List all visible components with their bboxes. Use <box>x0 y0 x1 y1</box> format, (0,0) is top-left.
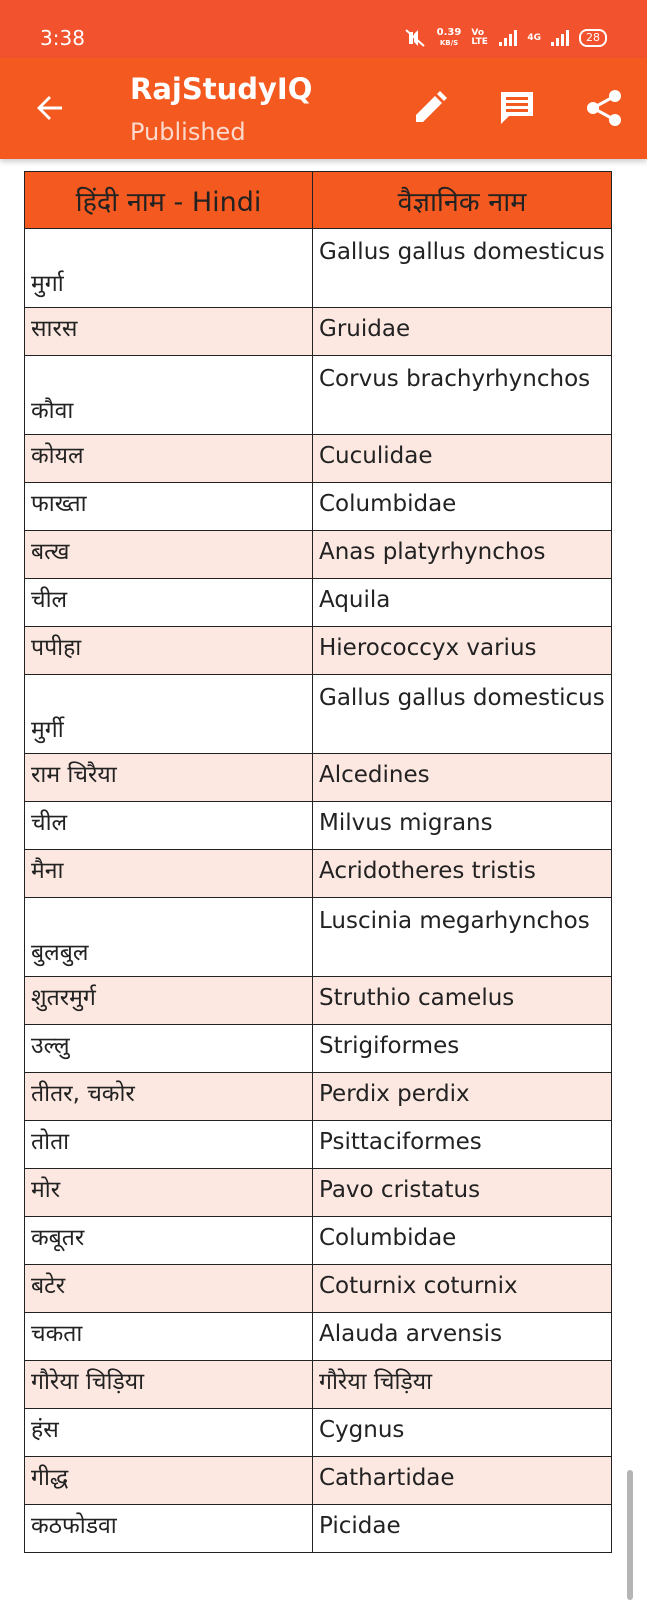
table <box>24 171 612 1553</box>
table-row <box>25 850 612 898</box>
table-row <box>25 483 612 531</box>
hindi-name-cell: बटेर <box>25 1265 313 1313</box>
scientific-name-cell: Coturnix coturnix <box>313 1265 612 1313</box>
hindi-name-cell: बत्ख <box>25 531 313 579</box>
hindi-name-cell: फाख्ता <box>25 483 313 531</box>
table-body <box>25 229 612 1553</box>
table-row <box>25 308 612 356</box>
scientific-name-cell: गौरेया चिड़िया <box>313 1361 612 1409</box>
scientific-name-cell: Psittaciformes <box>313 1121 612 1169</box>
table-row <box>25 229 612 308</box>
scientific-name-cell: Cygnus <box>313 1409 612 1457</box>
scientific-name-cell: Luscinia megarhynchos <box>313 898 612 977</box>
table-row <box>25 1505 612 1553</box>
bird-names-table <box>24 171 611 1553</box>
table-row <box>25 1073 612 1121</box>
status-time: 3:38 <box>40 26 85 50</box>
table-row <box>25 1217 612 1265</box>
hindi-name-cell: कबूतर <box>25 1217 313 1265</box>
hindi-name-cell: गीद्ध <box>25 1457 313 1505</box>
hindi-name-cell: गौरेया चिड़िया <box>25 1361 313 1409</box>
scientific-name-cell: Columbidae <box>313 483 612 531</box>
scientific-name-cell: Hierococcyx varius <box>313 627 612 675</box>
table-row <box>25 1313 612 1361</box>
battery-icon: 28 <box>579 29 607 47</box>
table-row <box>25 754 612 802</box>
table-row <box>25 1361 612 1409</box>
scientific-name-cell: Aquila <box>313 579 612 627</box>
scientific-name-cell: Gallus gallus domesticus <box>313 675 612 754</box>
table-row <box>25 675 612 754</box>
hindi-name-cell: तोता <box>25 1121 313 1169</box>
table-row <box>25 1169 612 1217</box>
scientific-name-cell: Pavo cristatus <box>313 1169 612 1217</box>
hindi-name-cell: मुर्गी <box>25 675 313 754</box>
table-row <box>25 1025 612 1073</box>
scientific-name-cell: Gallus gallus domesticus <box>313 229 612 308</box>
hindi-name-cell: कौवा <box>25 356 313 435</box>
table-row <box>25 802 612 850</box>
hindi-name-cell: मुर्गा <box>25 229 313 308</box>
table-row <box>25 1265 612 1313</box>
table-row <box>25 1121 612 1169</box>
signal-icon <box>499 30 517 46</box>
scientific-name-cell: Corvus brachyrhynchos <box>313 356 612 435</box>
signal-icon-2 <box>551 30 569 46</box>
table-row <box>25 531 612 579</box>
table-row <box>25 579 612 627</box>
table-row <box>25 435 612 483</box>
status-bar <box>0 0 647 58</box>
table-row <box>25 627 612 675</box>
scientific-name-cell: Perdix perdix <box>313 1073 612 1121</box>
hindi-name-cell: शुतरमुर्ग <box>25 977 313 1025</box>
hindi-name-cell: चकता <box>25 1313 313 1361</box>
hindi-name-cell: कोयल <box>25 435 313 483</box>
scientific-name-cell: Cuculidae <box>313 435 612 483</box>
hindi-name-cell: मैना <box>25 850 313 898</box>
hindi-name-cell: सारस <box>25 308 313 356</box>
hindi-name-cell: चील <box>25 802 313 850</box>
scientific-name-cell: Alauda arvensis <box>313 1313 612 1361</box>
network-type: 4G <box>527 33 541 43</box>
hindi-name-cell: पपीहा <box>25 627 313 675</box>
hindi-name-cell: बुलबुल <box>25 898 313 977</box>
hindi-name-cell: तीतर, चकोर <box>25 1073 313 1121</box>
scientific-name-cell: Acridotheres tristis <box>313 850 612 898</box>
table-row <box>25 1457 612 1505</box>
comment-icon[interactable] <box>497 88 537 128</box>
hindi-name-cell: हंस <box>25 1409 313 1457</box>
scrollbar[interactable] <box>627 1470 633 1600</box>
scientific-name-cell: Columbidae <box>313 1217 612 1265</box>
hindi-name-cell: मोर <box>25 1169 313 1217</box>
page-title: RajStudyIQ <box>130 72 313 106</box>
share-icon[interactable] <box>584 88 624 128</box>
scientific-name-cell: Cathartidae <box>313 1457 612 1505</box>
hindi-name-cell: कठफोडवा <box>25 1505 313 1553</box>
hindi-name-cell: राम चिरैया <box>25 754 313 802</box>
status-icons <box>403 28 607 48</box>
scientific-name-cell: Picidae <box>313 1505 612 1553</box>
back-arrow-icon[interactable] <box>32 90 68 126</box>
header-scientific: वैज्ञानिक नाम <box>313 172 612 229</box>
app-bar <box>0 58 647 159</box>
scientific-name-cell: Alcedines <box>313 754 612 802</box>
scientific-name-cell: Strigiformes <box>313 1025 612 1073</box>
scientific-name-cell: Milvus migrans <box>313 802 612 850</box>
scientific-name-cell: Anas platyrhynchos <box>313 531 612 579</box>
scientific-name-cell: Gruidae <box>313 308 612 356</box>
page-subtitle: Published <box>130 118 246 146</box>
edit-pencil-icon[interactable] <box>410 88 450 128</box>
mute-vibrate-icon <box>403 29 427 47</box>
hindi-name-cell: चील <box>25 579 313 627</box>
table-row <box>25 1409 612 1457</box>
table-row <box>25 977 612 1025</box>
volte-label: Vo LTE <box>471 28 488 47</box>
table-row <box>25 356 612 435</box>
scientific-name-cell: Struthio camelus <box>313 977 612 1025</box>
header-hindi: हिंदी नाम - Hindi <box>25 172 313 229</box>
net-speed: 0.39 KB/S <box>436 27 462 47</box>
table-header-row <box>25 172 612 229</box>
hindi-name-cell: उल्लु <box>25 1025 313 1073</box>
table-row <box>25 898 612 977</box>
